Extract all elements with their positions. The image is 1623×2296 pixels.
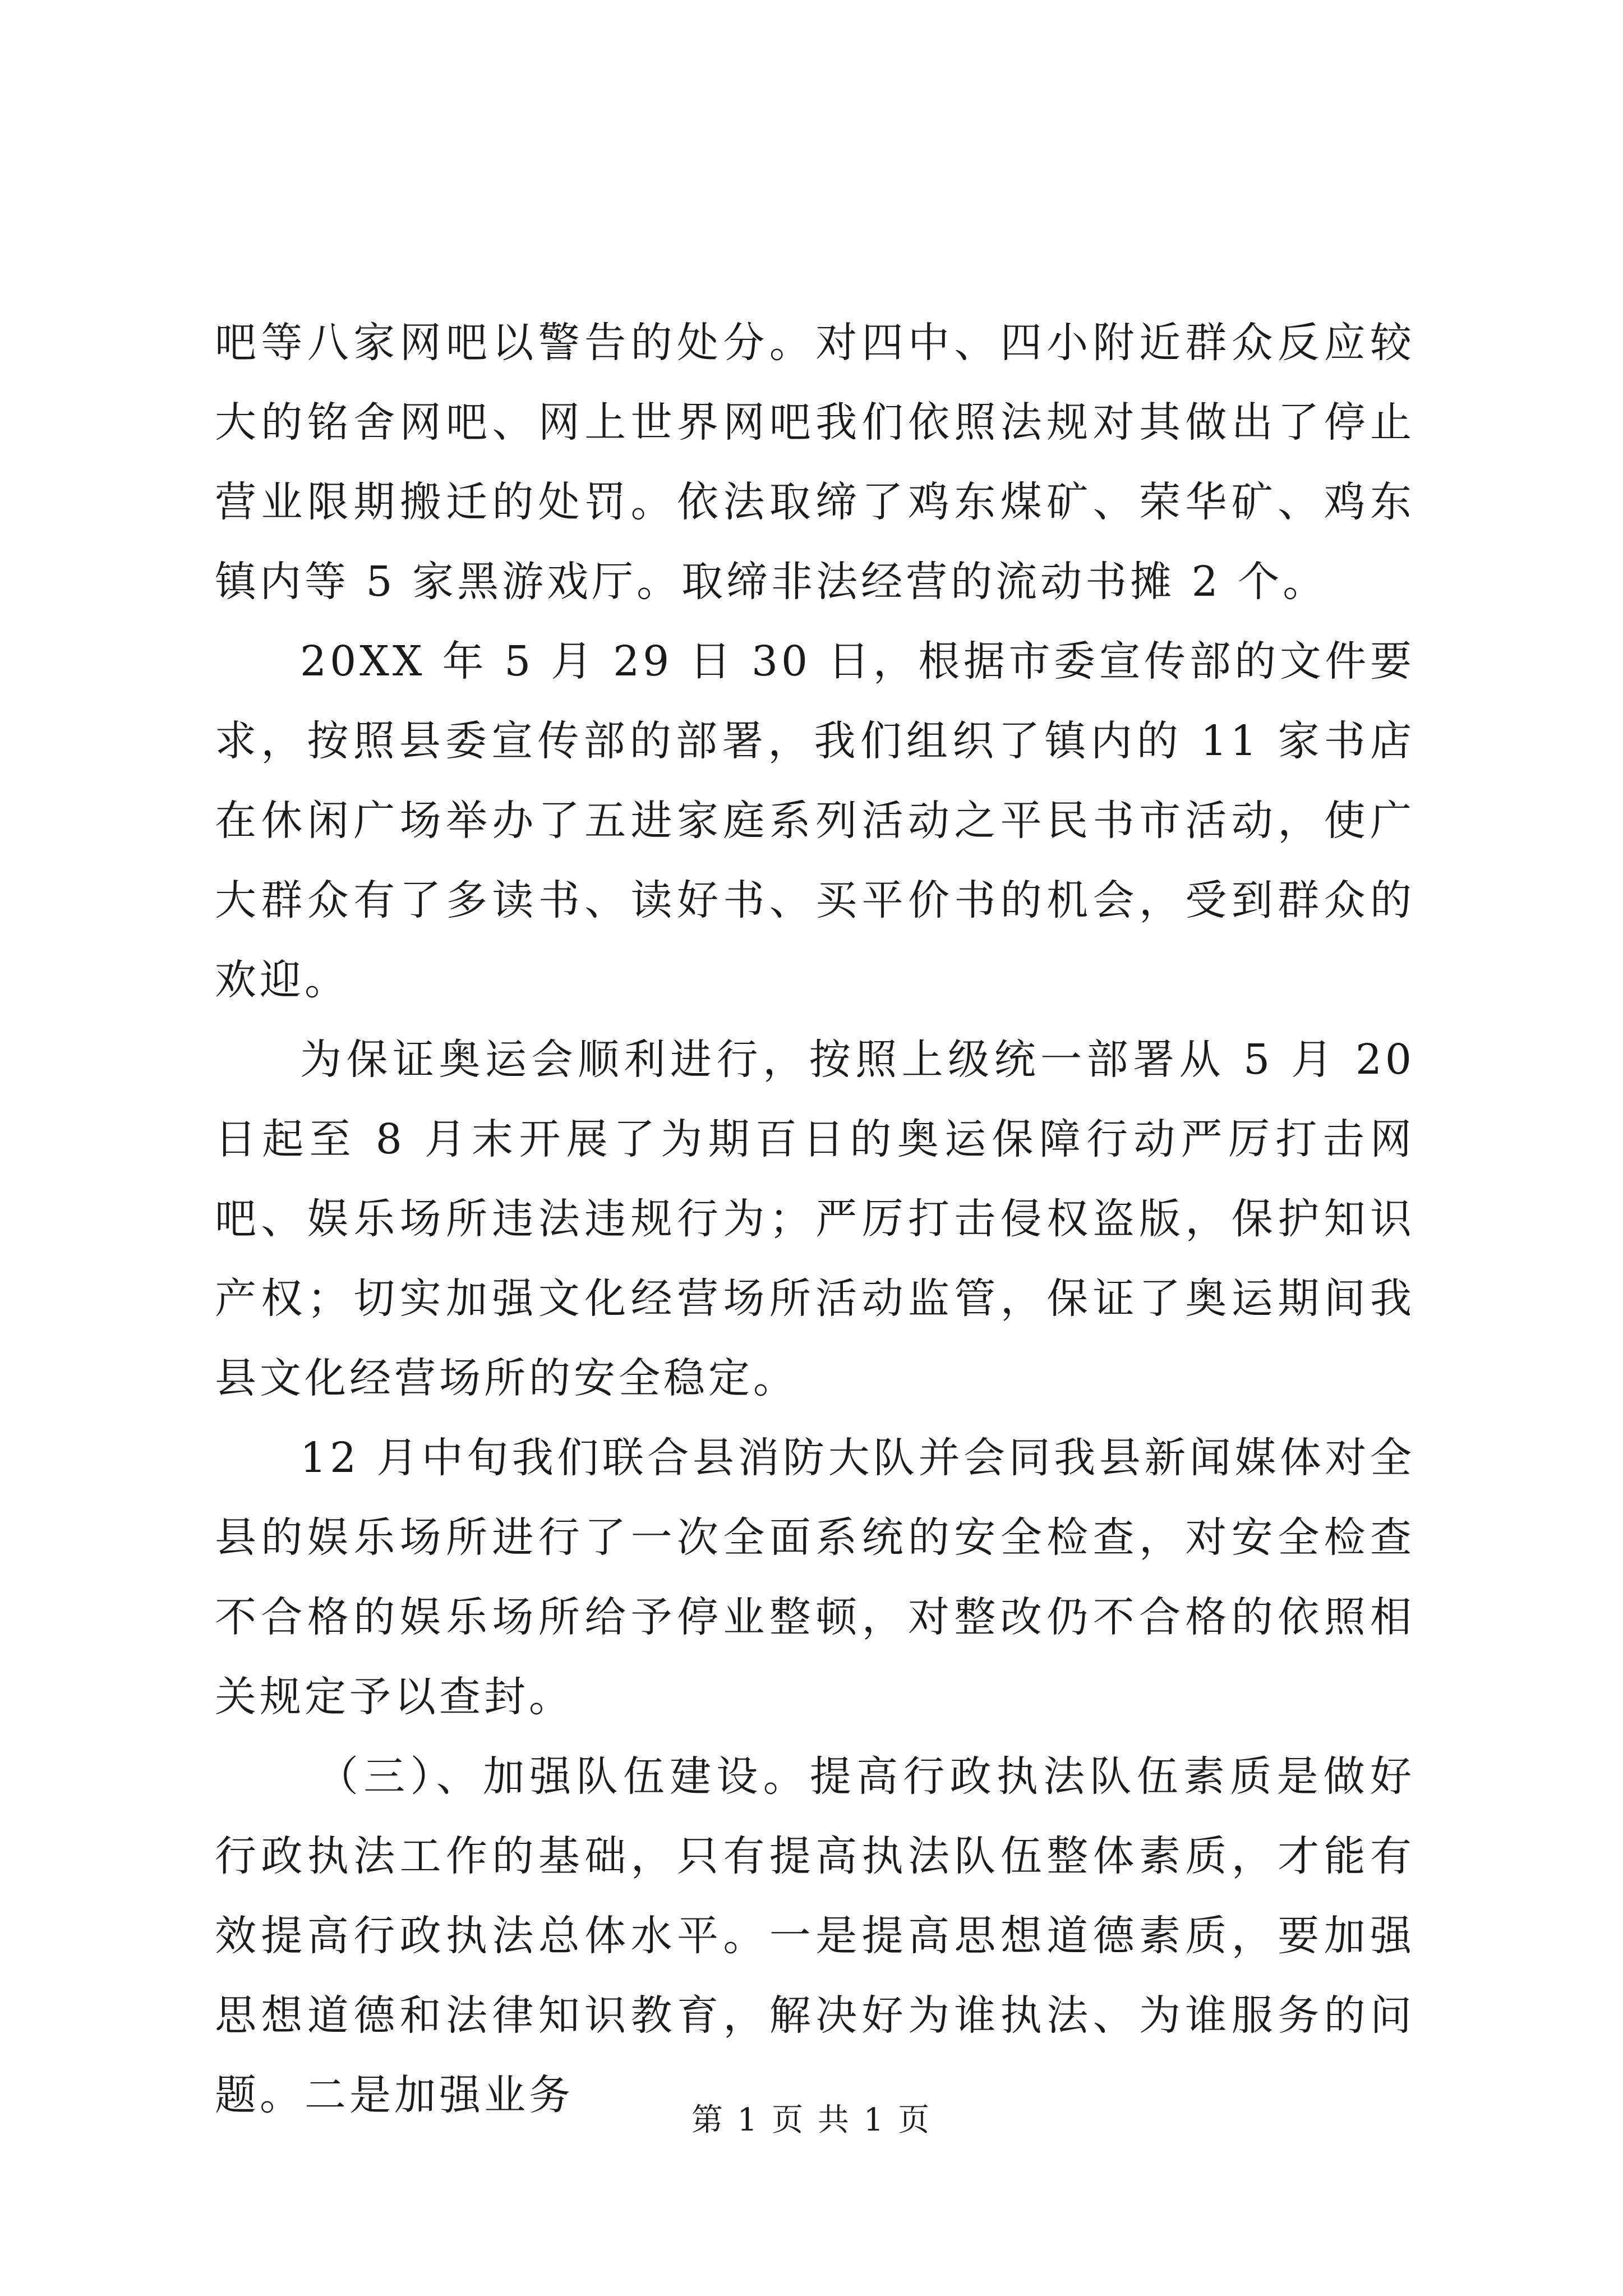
paragraph-fire-inspection: 12 月中旬我们联合县消防大队并会同我县新闻媒体对全县的娱乐场所进行了一次全面系统的安全检查，对安全检查不合格的娱乐场所给予停业整顿，对整改仍不合格的依照相关规定予以查封。 (215, 1434, 1415, 1721)
paragraph-continued: 吧等八家网吧以警告的处分。对四中、四小附近群众反应较大的铭舍网吧、网上世界网吧我们依照法规对其做出了停止营业限期搬迁的处罚。依法取缔了鸡东煤矿、荣华矿、鸡东镇内等 5 家黑游戏厅。取缔非法经营的流动书摊 2 个。 (215, 319, 1415, 606)
paragraph-team-building: （三）、加强队伍建设。提高行政执法队伍素质是做好行政执法工作的基础，只有提高执法队伍整体素质，才能有效提高行政执法总体水平。一是提高思想道德素质，要加强思想道德和法律知识教育，解决好为谁执法、为谁服务的问题。二是加强业务 (215, 1752, 1415, 2119)
page-footer: 第 1 页 共 1 页 (691, 2102, 932, 2138)
paragraph-book-fair: 20XX 年 5 月 29 日 30 日，根据市委宣传部的文件要求，按照县委宣传部的部署，我们组织了镇内的 11 家书店在休闲广场举办了五进家庭系列活动之平民书市活动，使广大群众有了多读书、读好书、买平价书的机会，受到群众的欢迎。 (215, 637, 1415, 1004)
paragraph-olympics-security: 为保证奥运会顺利进行，按照上级统一部署从 5 月 20 日起至 8 月末开展了为期百日的奥运保障行动严厉打击网吧、娱乐场所违法违规行为；严厉打击侵权盗版，保护知识产权；切实加强文化经营场所活动监管，保证了奥运期间我县文化经营场所的安全稳定。 (215, 1036, 1415, 1402)
document-body (215, 303, 1415, 2135)
